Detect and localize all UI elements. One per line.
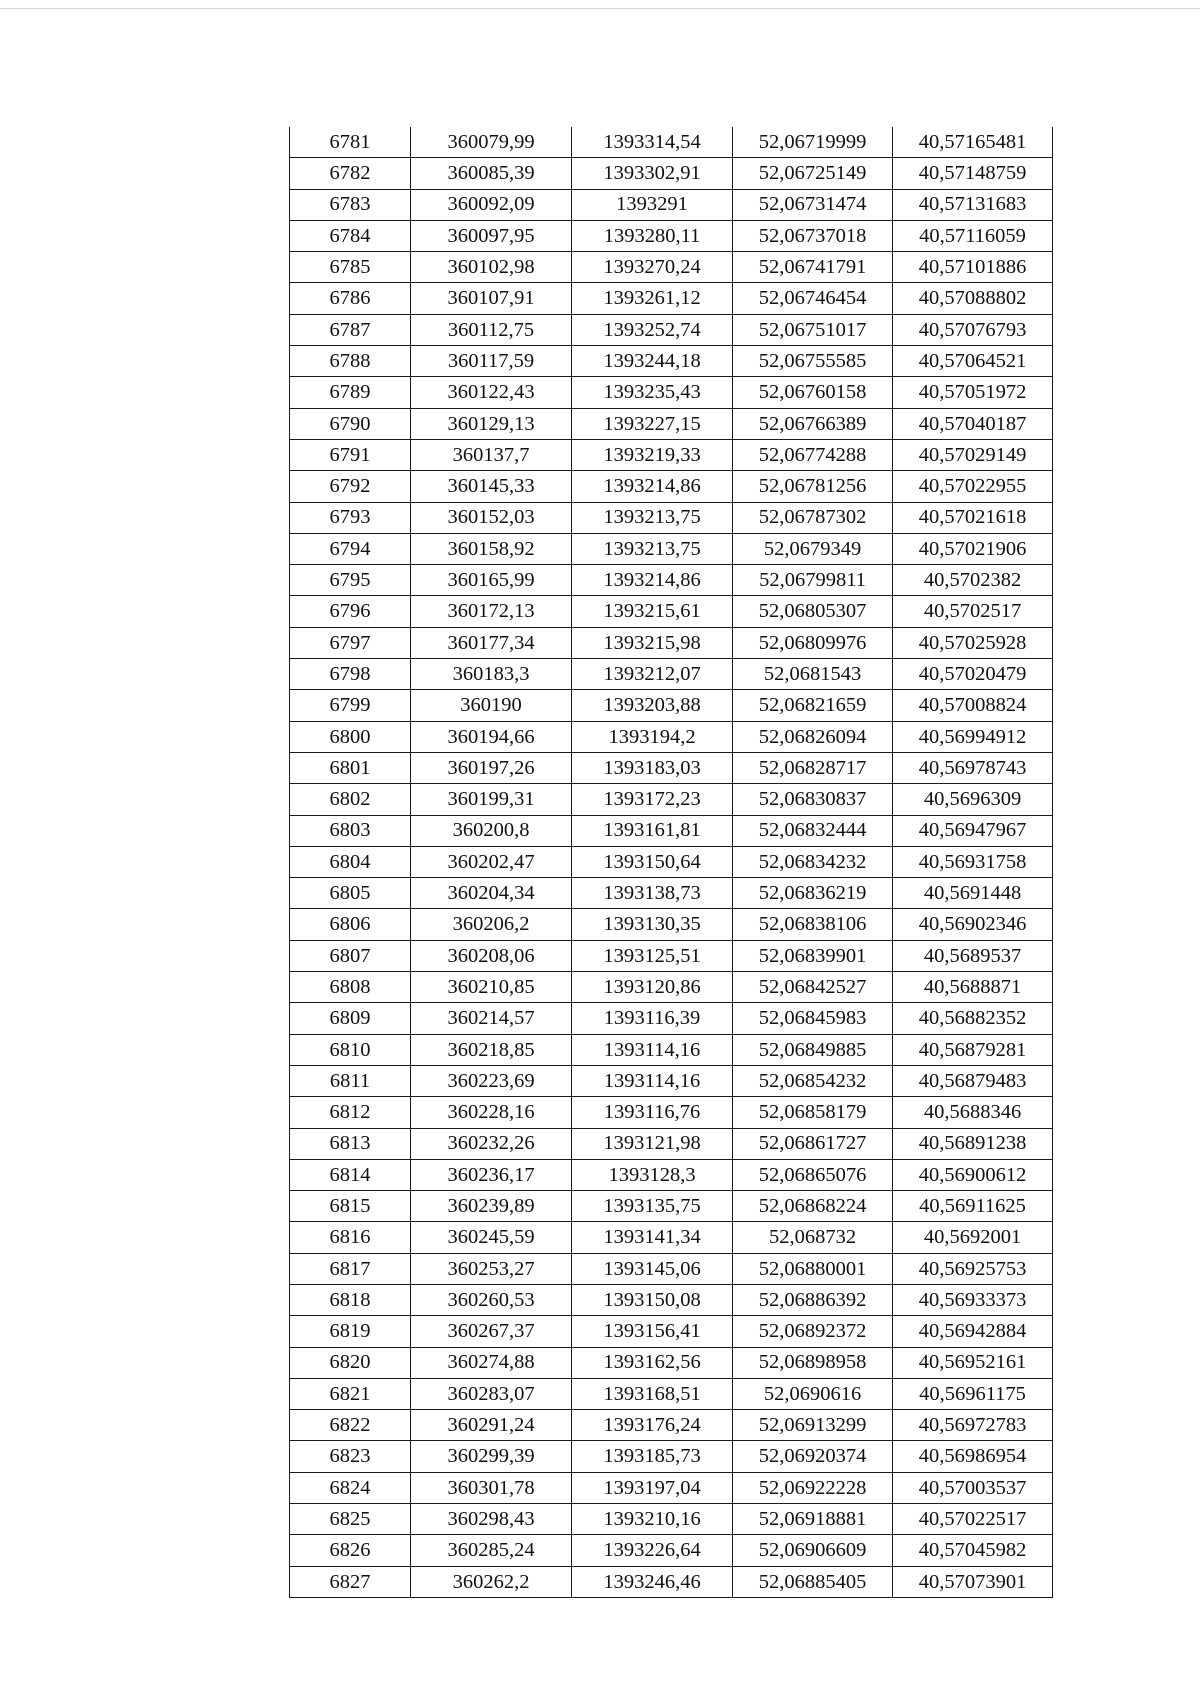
y-coordinate-cell: 1393145,06 (572, 1253, 733, 1284)
point-number-cell: 6825 (290, 1504, 411, 1535)
x-coordinate-cell: 360129,13 (411, 408, 572, 439)
point-number-cell: 6789 (290, 377, 411, 408)
y-coordinate-cell: 1393120,86 (572, 972, 733, 1003)
table-row (290, 127, 1053, 158)
latitude-cell: 52,06828717 (733, 752, 893, 783)
longitude-cell: 40,57021906 (893, 533, 1053, 564)
latitude-cell: 52,0679349 (733, 533, 893, 564)
y-coordinate-cell: 1393125,51 (572, 940, 733, 971)
y-coordinate-cell: 1393246,46 (572, 1566, 733, 1597)
x-coordinate-cell: 360218,85 (411, 1034, 572, 1065)
point-number-cell: 6798 (290, 659, 411, 690)
y-coordinate-cell: 1393185,73 (572, 1441, 733, 1472)
x-coordinate-cell: 360232,26 (411, 1128, 572, 1159)
longitude-cell: 40,57021618 (893, 502, 1053, 533)
table-row (290, 784, 1053, 815)
latitude-cell: 52,06805307 (733, 596, 893, 627)
longitude-cell: 40,56986954 (893, 1441, 1053, 1472)
table-row (290, 1378, 1053, 1409)
table-row (290, 1472, 1053, 1503)
x-coordinate-cell: 360183,3 (411, 659, 572, 690)
longitude-cell: 40,5688346 (893, 1097, 1053, 1128)
latitude-cell: 52,06880001 (733, 1253, 893, 1284)
point-number-cell: 6813 (290, 1128, 411, 1159)
table-row (290, 1253, 1053, 1284)
point-number-cell: 6793 (290, 502, 411, 533)
longitude-cell: 40,56911625 (893, 1191, 1053, 1222)
table-row (290, 1441, 1053, 1472)
x-coordinate-cell: 360228,16 (411, 1097, 572, 1128)
latitude-cell: 52,06832444 (733, 815, 893, 846)
point-number-cell: 6827 (290, 1566, 411, 1597)
table-row (290, 1284, 1053, 1315)
longitude-cell: 40,57003537 (893, 1472, 1053, 1503)
longitude-cell: 40,57051972 (893, 377, 1053, 408)
x-coordinate-cell: 360122,43 (411, 377, 572, 408)
longitude-cell: 40,56952161 (893, 1347, 1053, 1378)
longitude-cell: 40,56931758 (893, 846, 1053, 877)
point-number-cell: 6816 (290, 1222, 411, 1253)
latitude-cell: 52,06920374 (733, 1441, 893, 1472)
latitude-cell: 52,0690616 (733, 1378, 893, 1409)
x-coordinate-cell: 360274,88 (411, 1347, 572, 1378)
latitude-cell: 52,06922228 (733, 1472, 893, 1503)
y-coordinate-cell: 1393314,54 (572, 127, 733, 158)
x-coordinate-cell: 360200,8 (411, 815, 572, 846)
table-row (290, 377, 1053, 408)
table-row (290, 502, 1053, 533)
longitude-cell: 40,56961175 (893, 1378, 1053, 1409)
longitude-cell: 40,5702382 (893, 565, 1053, 596)
latitude-cell: 52,06868224 (733, 1191, 893, 1222)
longitude-cell: 40,57020479 (893, 659, 1053, 690)
table-row (290, 346, 1053, 377)
y-coordinate-cell: 1393176,24 (572, 1410, 733, 1441)
latitude-cell: 52,06886392 (733, 1284, 893, 1315)
longitude-cell: 40,56891238 (893, 1128, 1053, 1159)
latitude-cell: 52,06781256 (733, 471, 893, 502)
longitude-cell: 40,57045982 (893, 1535, 1053, 1566)
x-coordinate-cell: 360079,99 (411, 127, 572, 158)
table-row (290, 1566, 1053, 1597)
point-number-cell: 6808 (290, 972, 411, 1003)
y-coordinate-cell: 1393161,81 (572, 815, 733, 846)
point-number-cell: 6822 (290, 1410, 411, 1441)
table-row (290, 1128, 1053, 1159)
longitude-cell: 40,56994912 (893, 721, 1053, 752)
y-coordinate-cell: 1393226,64 (572, 1535, 733, 1566)
y-coordinate-cell: 1393135,75 (572, 1191, 733, 1222)
latitude-cell: 52,06725149 (733, 158, 893, 189)
x-coordinate-cell: 360199,31 (411, 784, 572, 815)
latitude-cell: 52,06839901 (733, 940, 893, 971)
y-coordinate-cell: 1393116,76 (572, 1097, 733, 1128)
latitude-cell: 52,06760158 (733, 377, 893, 408)
point-number-cell: 6818 (290, 1284, 411, 1315)
table-row (290, 314, 1053, 345)
point-number-cell: 6792 (290, 471, 411, 502)
x-coordinate-cell: 360172,13 (411, 596, 572, 627)
x-coordinate-cell: 360112,75 (411, 314, 572, 345)
table-row (290, 596, 1053, 627)
y-coordinate-cell: 1393302,91 (572, 158, 733, 189)
point-number-cell: 6820 (290, 1347, 411, 1378)
latitude-cell: 52,06826094 (733, 721, 893, 752)
point-number-cell: 6781 (290, 127, 411, 158)
latitude-cell: 52,06834232 (733, 846, 893, 877)
latitude-cell: 52,06830837 (733, 784, 893, 815)
table-row (290, 690, 1053, 721)
coordinates-table-body (290, 127, 1053, 1597)
table-row (290, 1159, 1053, 1190)
latitude-cell: 52,06746454 (733, 283, 893, 314)
latitude-cell: 52,06842527 (733, 972, 893, 1003)
latitude-cell: 52,0681543 (733, 659, 893, 690)
latitude-cell: 52,06809976 (733, 627, 893, 658)
latitude-cell: 52,06731474 (733, 189, 893, 220)
longitude-cell: 40,5692001 (893, 1222, 1053, 1253)
longitude-cell: 40,56882352 (893, 1003, 1053, 1034)
latitude-cell: 52,06845983 (733, 1003, 893, 1034)
y-coordinate-cell: 1393213,75 (572, 533, 733, 564)
point-number-cell: 6799 (290, 690, 411, 721)
longitude-cell: 40,5689537 (893, 940, 1053, 971)
y-coordinate-cell: 1393168,51 (572, 1378, 733, 1409)
longitude-cell: 40,56925753 (893, 1253, 1053, 1284)
y-coordinate-cell: 1393194,2 (572, 721, 733, 752)
point-number-cell: 6809 (290, 1003, 411, 1034)
point-number-cell: 6791 (290, 439, 411, 470)
point-number-cell: 6784 (290, 220, 411, 251)
longitude-cell: 40,57088802 (893, 283, 1053, 314)
latitude-cell: 52,06787302 (733, 502, 893, 533)
y-coordinate-cell: 1393130,35 (572, 909, 733, 940)
table-row (290, 878, 1053, 909)
point-number-cell: 6823 (290, 1441, 411, 1472)
latitude-cell: 52,06766389 (733, 408, 893, 439)
latitude-cell: 52,06799811 (733, 565, 893, 596)
y-coordinate-cell: 1393270,24 (572, 252, 733, 283)
y-coordinate-cell: 1393235,43 (572, 377, 733, 408)
longitude-cell: 40,57022955 (893, 471, 1053, 502)
point-number-cell: 6795 (290, 565, 411, 596)
longitude-cell: 40,57064521 (893, 346, 1053, 377)
longitude-cell: 40,57025928 (893, 627, 1053, 658)
point-number-cell: 6819 (290, 1316, 411, 1347)
longitude-cell: 40,56942884 (893, 1316, 1053, 1347)
point-number-cell: 6782 (290, 158, 411, 189)
longitude-cell: 40,56978743 (893, 752, 1053, 783)
x-coordinate-cell: 360283,07 (411, 1378, 572, 1409)
y-coordinate-cell: 1393121,98 (572, 1128, 733, 1159)
table-row (290, 533, 1053, 564)
longitude-cell: 40,56879281 (893, 1034, 1053, 1065)
longitude-cell: 40,5696309 (893, 784, 1053, 815)
point-number-cell: 6806 (290, 909, 411, 940)
latitude-cell: 52,06821659 (733, 690, 893, 721)
y-coordinate-cell: 1393183,03 (572, 752, 733, 783)
x-coordinate-cell: 360117,59 (411, 346, 572, 377)
point-number-cell: 6807 (290, 940, 411, 971)
latitude-cell: 52,06755585 (733, 346, 893, 377)
x-coordinate-cell: 360197,26 (411, 752, 572, 783)
x-coordinate-cell: 360152,03 (411, 502, 572, 533)
x-coordinate-cell: 360291,24 (411, 1410, 572, 1441)
point-number-cell: 6810 (290, 1034, 411, 1065)
x-coordinate-cell: 360204,34 (411, 878, 572, 909)
latitude-cell: 52,06737018 (733, 220, 893, 251)
point-number-cell: 6787 (290, 314, 411, 345)
y-coordinate-cell: 1393212,07 (572, 659, 733, 690)
point-number-cell: 6805 (290, 878, 411, 909)
point-number-cell: 6790 (290, 408, 411, 439)
longitude-cell: 40,57040187 (893, 408, 1053, 439)
point-number-cell: 6815 (290, 1191, 411, 1222)
latitude-cell: 52,06838106 (733, 909, 893, 940)
point-number-cell: 6801 (290, 752, 411, 783)
x-coordinate-cell: 360262,2 (411, 1566, 572, 1597)
x-coordinate-cell: 360245,59 (411, 1222, 572, 1253)
point-number-cell: 6794 (290, 533, 411, 564)
latitude-cell: 52,06836219 (733, 878, 893, 909)
point-number-cell: 6786 (290, 283, 411, 314)
table-row (290, 252, 1053, 283)
latitude-cell: 52,06918881 (733, 1504, 893, 1535)
table-row (290, 1316, 1053, 1347)
y-coordinate-cell: 1393116,39 (572, 1003, 733, 1034)
latitude-cell: 52,06898958 (733, 1347, 893, 1378)
y-coordinate-cell: 1393214,86 (572, 565, 733, 596)
x-coordinate-cell: 360102,98 (411, 252, 572, 283)
point-number-cell: 6817 (290, 1253, 411, 1284)
table-row (290, 1065, 1053, 1096)
table-row (290, 627, 1053, 658)
x-coordinate-cell: 360267,37 (411, 1316, 572, 1347)
y-coordinate-cell: 1393156,41 (572, 1316, 733, 1347)
x-coordinate-cell: 360194,66 (411, 721, 572, 752)
longitude-cell: 40,57073901 (893, 1566, 1053, 1597)
table-row (290, 909, 1053, 940)
table-row (290, 439, 1053, 470)
longitude-cell: 40,56972783 (893, 1410, 1053, 1441)
latitude-cell: 52,068732 (733, 1222, 893, 1253)
table-row (290, 1535, 1053, 1566)
table-row (290, 846, 1053, 877)
y-coordinate-cell: 1393114,16 (572, 1034, 733, 1065)
latitude-cell: 52,06885405 (733, 1566, 893, 1597)
y-coordinate-cell: 1393252,74 (572, 314, 733, 345)
table-row (290, 752, 1053, 783)
latitude-cell: 52,06858179 (733, 1097, 893, 1128)
x-coordinate-cell: 360210,85 (411, 972, 572, 1003)
scan-edge-line (0, 8, 1200, 9)
table-row (290, 1410, 1053, 1441)
longitude-cell: 40,57131683 (893, 189, 1053, 220)
table-row (290, 283, 1053, 314)
latitude-cell: 52,06854232 (733, 1065, 893, 1096)
latitude-cell: 52,06774288 (733, 439, 893, 470)
y-coordinate-cell: 1393128,3 (572, 1159, 733, 1190)
table-row (290, 659, 1053, 690)
longitude-cell: 40,57008824 (893, 690, 1053, 721)
y-coordinate-cell: 1393215,98 (572, 627, 733, 658)
longitude-cell: 40,56879483 (893, 1065, 1053, 1096)
x-coordinate-cell: 360165,99 (411, 565, 572, 596)
y-coordinate-cell: 1393162,56 (572, 1347, 733, 1378)
point-number-cell: 6812 (290, 1097, 411, 1128)
longitude-cell: 40,57101886 (893, 252, 1053, 283)
x-coordinate-cell: 360092,09 (411, 189, 572, 220)
x-coordinate-cell: 360107,91 (411, 283, 572, 314)
table-row (290, 1222, 1053, 1253)
longitude-cell: 40,56947967 (893, 815, 1053, 846)
table-row (290, 565, 1053, 596)
point-number-cell: 6821 (290, 1378, 411, 1409)
x-coordinate-cell: 360177,34 (411, 627, 572, 658)
x-coordinate-cell: 360285,24 (411, 1535, 572, 1566)
longitude-cell: 40,56933373 (893, 1284, 1053, 1315)
latitude-cell: 52,06741791 (733, 252, 893, 283)
table-row (290, 408, 1053, 439)
table-row (290, 940, 1053, 971)
table-row (290, 1003, 1053, 1034)
y-coordinate-cell: 1393210,16 (572, 1504, 733, 1535)
latitude-cell: 52,06913299 (733, 1410, 893, 1441)
x-coordinate-cell: 360190 (411, 690, 572, 721)
x-coordinate-cell: 360260,53 (411, 1284, 572, 1315)
table-row (290, 158, 1053, 189)
x-coordinate-cell: 360085,39 (411, 158, 572, 189)
x-coordinate-cell: 360137,7 (411, 439, 572, 470)
point-number-cell: 6800 (290, 721, 411, 752)
table-row (290, 1034, 1053, 1065)
point-number-cell: 6824 (290, 1472, 411, 1503)
y-coordinate-cell: 1393280,11 (572, 220, 733, 251)
y-coordinate-cell: 1393261,12 (572, 283, 733, 314)
table-row (290, 815, 1053, 846)
x-coordinate-cell: 360206,2 (411, 909, 572, 940)
x-coordinate-cell: 360236,17 (411, 1159, 572, 1190)
point-number-cell: 6788 (290, 346, 411, 377)
latitude-cell: 52,06751017 (733, 314, 893, 345)
table-row (290, 972, 1053, 1003)
latitude-cell: 52,06719999 (733, 127, 893, 158)
longitude-cell: 40,5688871 (893, 972, 1053, 1003)
y-coordinate-cell: 1393150,08 (572, 1284, 733, 1315)
x-coordinate-cell: 360097,95 (411, 220, 572, 251)
x-coordinate-cell: 360202,47 (411, 846, 572, 877)
y-coordinate-cell: 1393172,23 (572, 784, 733, 815)
point-number-cell: 6826 (290, 1535, 411, 1566)
point-number-cell: 6802 (290, 784, 411, 815)
table-row (290, 1347, 1053, 1378)
table-row (290, 1097, 1053, 1128)
y-coordinate-cell: 1393138,73 (572, 878, 733, 909)
coordinates-table (289, 127, 1053, 1598)
longitude-cell: 40,57022517 (893, 1504, 1053, 1535)
y-coordinate-cell: 1393150,64 (572, 846, 733, 877)
latitude-cell: 52,06861727 (733, 1128, 893, 1159)
longitude-cell: 40,57076793 (893, 314, 1053, 345)
x-coordinate-cell: 360301,78 (411, 1472, 572, 1503)
table-row (290, 189, 1053, 220)
y-coordinate-cell: 1393114,16 (572, 1065, 733, 1096)
x-coordinate-cell: 360253,27 (411, 1253, 572, 1284)
longitude-cell: 40,57148759 (893, 158, 1053, 189)
y-coordinate-cell: 1393227,15 (572, 408, 733, 439)
latitude-cell: 52,06865076 (733, 1159, 893, 1190)
y-coordinate-cell: 1393203,88 (572, 690, 733, 721)
point-number-cell: 6797 (290, 627, 411, 658)
point-number-cell: 6804 (290, 846, 411, 877)
y-coordinate-cell: 1393215,61 (572, 596, 733, 627)
x-coordinate-cell: 360208,06 (411, 940, 572, 971)
point-number-cell: 6811 (290, 1065, 411, 1096)
x-coordinate-cell: 360158,92 (411, 533, 572, 564)
x-coordinate-cell: 360145,33 (411, 471, 572, 502)
longitude-cell: 40,56900612 (893, 1159, 1053, 1190)
x-coordinate-cell: 360239,89 (411, 1191, 572, 1222)
latitude-cell: 52,06906609 (733, 1535, 893, 1566)
y-coordinate-cell: 1393213,75 (572, 502, 733, 533)
table-row (290, 721, 1053, 752)
x-coordinate-cell: 360214,57 (411, 1003, 572, 1034)
y-coordinate-cell: 1393244,18 (572, 346, 733, 377)
longitude-cell: 40,57165481 (893, 127, 1053, 158)
x-coordinate-cell: 360223,69 (411, 1065, 572, 1096)
table-row (290, 471, 1053, 502)
point-number-cell: 6796 (290, 596, 411, 627)
longitude-cell: 40,57116059 (893, 220, 1053, 251)
table-row (290, 220, 1053, 251)
table-row (290, 1191, 1053, 1222)
table-row (290, 1504, 1053, 1535)
y-coordinate-cell: 1393197,04 (572, 1472, 733, 1503)
latitude-cell: 52,06892372 (733, 1316, 893, 1347)
y-coordinate-cell: 1393219,33 (572, 439, 733, 470)
longitude-cell: 40,57029149 (893, 439, 1053, 470)
longitude-cell: 40,5702517 (893, 596, 1053, 627)
longitude-cell: 40,5691448 (893, 878, 1053, 909)
latitude-cell: 52,06849885 (733, 1034, 893, 1065)
y-coordinate-cell: 1393214,86 (572, 471, 733, 502)
x-coordinate-cell: 360299,39 (411, 1441, 572, 1472)
point-number-cell: 6783 (290, 189, 411, 220)
longitude-cell: 40,56902346 (893, 909, 1053, 940)
point-number-cell: 6814 (290, 1159, 411, 1190)
y-coordinate-cell: 1393291 (572, 189, 733, 220)
point-number-cell: 6785 (290, 252, 411, 283)
x-coordinate-cell: 360298,43 (411, 1504, 572, 1535)
y-coordinate-cell: 1393141,34 (572, 1222, 733, 1253)
point-number-cell: 6803 (290, 815, 411, 846)
